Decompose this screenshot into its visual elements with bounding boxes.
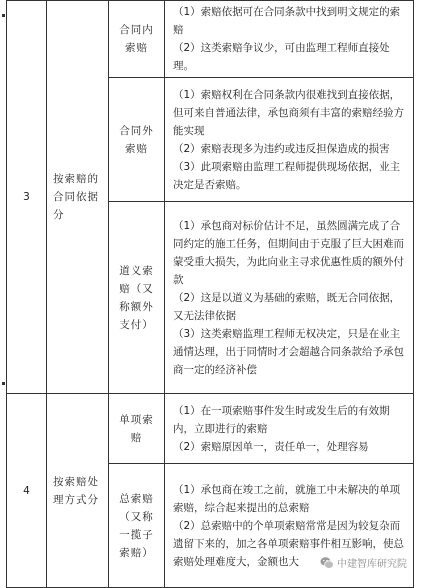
claim-type: 总索赔（又称一揽子索赔） xyxy=(109,464,165,588)
description-item: （2）索赔表现多为违约或违反担保造成的损害 xyxy=(173,142,390,155)
row-marker xyxy=(2,14,5,17)
claim-type: 道义索赔（又称额外支付） xyxy=(109,202,165,394)
description-item: （1）承包商在竣工之前，就施工中未解决的单项索赔，综合起来提出的总索赔 xyxy=(173,483,401,514)
classification-basis: 按索赔的合同依据分 xyxy=(47,1,109,394)
claim-description xyxy=(165,78,414,202)
description-item: （1）索赔权利在合同条款内很难找到直接依据，但可来自普通法律，承包商须有丰富的索赔经验方能实现 xyxy=(173,88,404,137)
description-item: （3）这类索赔监理工程师无权决定，只是在业主通情达理，出于同情时才会超越合同条款给予承包商一定的经济补偿 xyxy=(173,327,404,376)
description-item: （1）索赔依据可在合同条款中找到明文规定的索赔 xyxy=(173,6,401,36)
watermark-text: 中建智库研究院 xyxy=(337,559,407,570)
table-row xyxy=(7,394,414,464)
claim-type: 合同外索赔 xyxy=(109,78,165,202)
row-number: 4 xyxy=(7,394,47,588)
description-item: （2）总索赔中的个单项索赔常常是因为较复杂而遗留下来的，加之各单项索赔事件相互影响，使总索赔处理难度大，金额也大 xyxy=(173,519,404,568)
watermark xyxy=(320,555,407,570)
description-item: （1）在一项索赔事件发生时或发生后的有效期内，立即进行的索赔 xyxy=(173,404,390,435)
claim-type: 单项索赔 xyxy=(109,394,165,464)
table-row xyxy=(7,1,414,78)
row-number: 3 xyxy=(7,1,47,394)
wechat-logo-icon xyxy=(320,556,334,570)
description-item: （2）这类索赔争议少，可由监理工程师直接处理。 xyxy=(173,42,390,72)
claim-type: 合同内索赔 xyxy=(109,1,165,78)
claim-description xyxy=(165,1,414,78)
description-item: （2）索赔原因单一，责任单一，处理容易 xyxy=(173,440,369,453)
classification-basis: 按索赔处理方式分 xyxy=(47,394,109,588)
description-item: （1）承包商对标价估计不足，虽然圆满完成了合同约定的施工任务，但期间由于克服了巨大困难而蒙受重大损失，为此向业主寻求优惠性质的额外付款 xyxy=(173,219,404,286)
description-item: （3）此项索赔由监理工程师提供现场依据，业主决定是否索赔。 xyxy=(173,160,401,191)
claim-description xyxy=(165,394,414,464)
description-item: （2）这是以道义为基础的索赔，既无合同依据，又无法律依据 xyxy=(173,291,401,322)
claims-classification-table xyxy=(6,0,414,588)
claim-description xyxy=(165,202,414,394)
row-marker xyxy=(2,382,5,385)
